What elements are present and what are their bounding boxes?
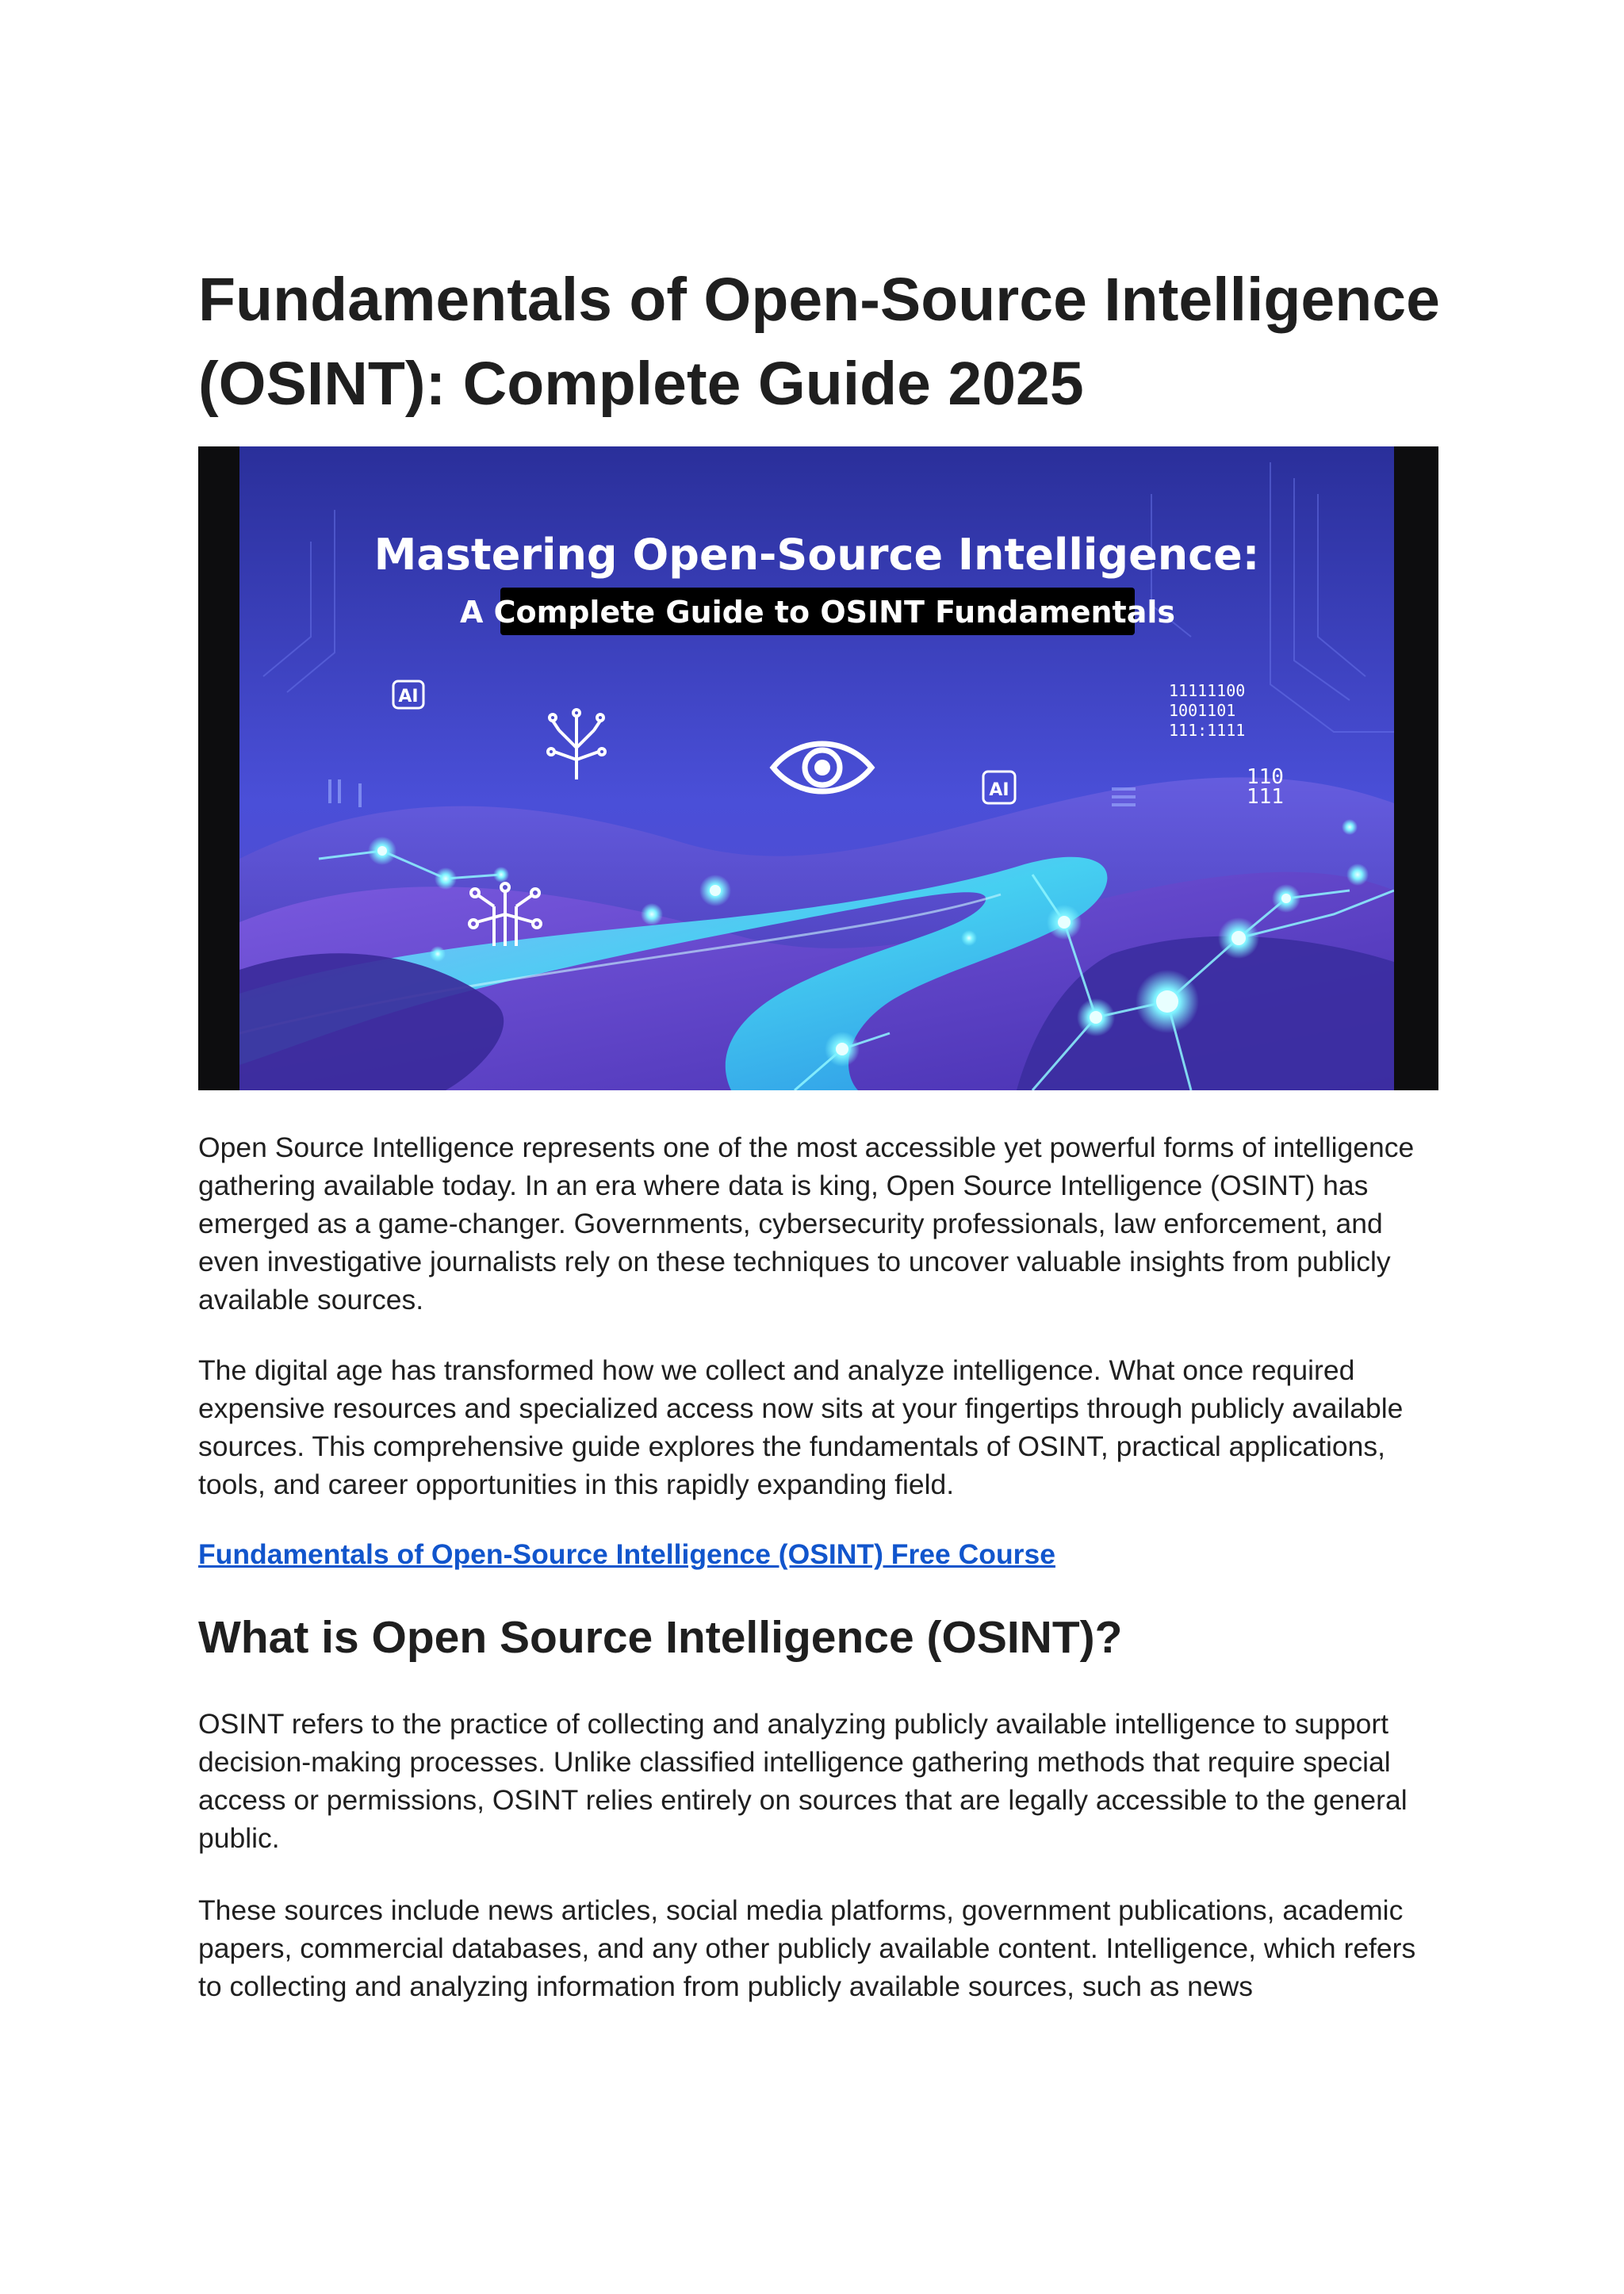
- binary-small: [1247, 765, 1284, 809]
- hero-image: [198, 446, 1438, 1090]
- course-link[interactable]: Fundamentals of Open-Source Intelligence (OSINT) Free Course: [198, 1538, 1055, 1570]
- hero-headline: Mastering Open-Source Intelligence:: [373, 530, 1260, 580]
- hero-illustration: [239, 446, 1394, 1090]
- binary-line: 110: [1247, 765, 1284, 789]
- section-paragraph: OSINT refers to the practice of collecting and analyzing publicly available intelligence to support decision-making processes. Unlike classified intelligence gathering methods that require special access or permissions, OSINT relies entirely on sources that are legally accessible to the general public.: [198, 1708, 1408, 1854]
- section-paragraph: These sources include news articles, social media platforms, government publications, academic papers, commercial databases, and any other publicly available content. Intelligence, which refers to collecting and analyzing information from publicly available sources, such as news: [198, 1894, 1416, 2002]
- intro-paragraph: Open Source Intelligence represents one of the most accessible yet powerful forms of intelligence gathering available today. In an era where data is king, Open Source Intelligence (OSINT) has emerged as a game-changer. Governments, cybersecurity professionals, law enforcement, and even investigative journalists rely on these techniques to uncover valuable insights from publicly available sources.: [198, 1132, 1415, 1316]
- ai-badge-label: AI: [398, 687, 419, 707]
- binary-readout: [1169, 681, 1245, 740]
- intro-paragraph: The digital age has transformed how we collect and analyze intelligence. What once required expensive resources and specialized access now sits at your fingertips through publicly available sources. This comprehensive guide explores the fundamentals of OSINT, practical applications, tools, and career opportunities in this rapidly expanding field.: [198, 1354, 1404, 1500]
- hero-illustration-svg: [239, 446, 1394, 1090]
- binary-line: 11111100: [1169, 681, 1246, 700]
- binary-line: 1001101: [1169, 701, 1236, 720]
- section-heading: What is Open Source Intelligence (OSINT)?: [198, 1612, 1123, 1663]
- hero-subheadline: A Complete Guide to OSINT Fundamentals: [459, 595, 1176, 630]
- binary-line: 111: [1247, 785, 1284, 809]
- course-link-paragraph: [198, 1535, 1443, 1573]
- document-page: [198, 258, 1443, 2005]
- page-title: Fundamentals of Open-Source Intelligence (OSINT): Complete Guide 2025: [198, 266, 1440, 418]
- ai-badge-label: AI: [989, 780, 1009, 800]
- binary-line: 111:1111: [1169, 721, 1246, 740]
